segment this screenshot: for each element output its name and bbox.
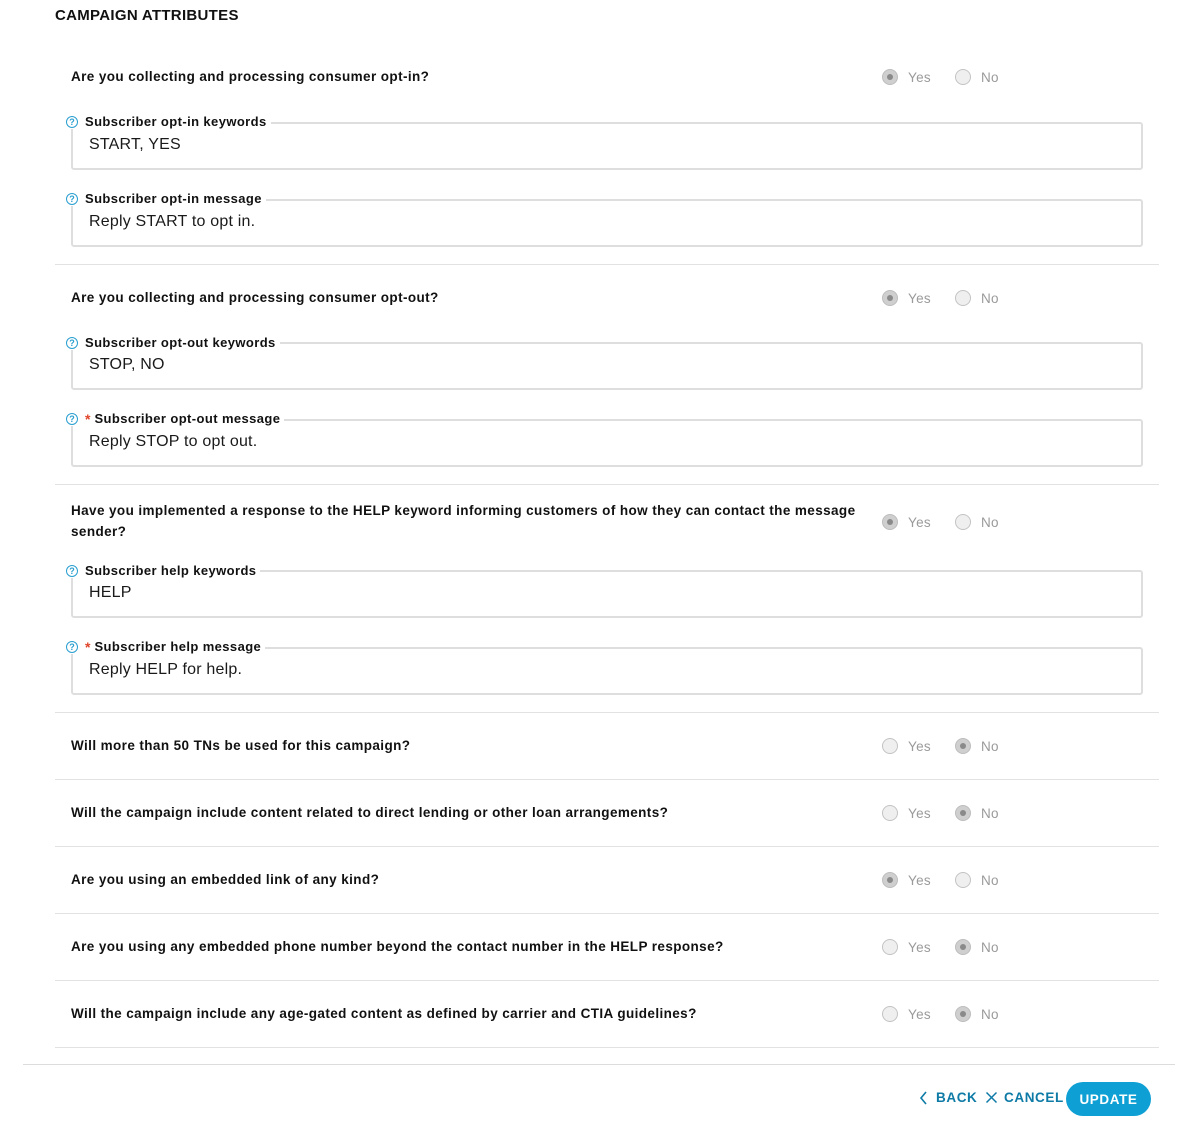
help-icon[interactable]: ? [66,193,78,205]
radio-button[interactable] [955,872,971,888]
divider [55,484,1159,485]
divider [55,1047,1159,1048]
radio-yes-label: Yes [908,1006,931,1022]
radio-group-opt-out [882,287,1022,309]
divider [55,712,1159,713]
help-message-value: Reply HELP for help. [89,661,243,678]
radio-button[interactable] [955,939,971,955]
radio-no[interactable] [955,738,999,754]
opt-in-message-label [66,190,266,206]
radio-group-age-gated [882,1003,1022,1025]
opt-out-message-label [66,410,284,426]
radio-button[interactable] [955,805,971,821]
radio-no-label: No [980,805,999,821]
field-label-text: Subscriber help keywords [85,562,257,578]
radio-yes-label: Yes [908,939,931,955]
radio-yes[interactable] [882,69,931,85]
divider [55,779,1159,780]
radio-group-direct-lending [882,802,1022,824]
question-age-gated: Will the campaign include any age-gated content as defined by carrier and CTIA guidelines? [71,1006,697,1021]
help-keywords-label [66,562,260,578]
radio-no-label: No [980,872,999,888]
opt-out-message-field[interactable] [71,419,1143,467]
question-opt-out: Are you collecting and processing consumer opt-out? [71,290,439,305]
radio-no[interactable] [955,805,999,821]
field-label-text: Subscriber help message [94,638,262,654]
radio-no[interactable] [955,939,999,955]
help-icon[interactable]: ? [66,565,78,577]
question-tn-count: Will more than 50 TNs be used for this campaign? [71,738,411,753]
help-icon[interactable]: ? [66,337,78,349]
opt-in-keywords-value: START, YES [89,136,181,153]
help-icon[interactable]: ? [66,116,78,128]
radio-yes[interactable] [882,514,931,530]
question-opt-in: Are you collecting and processing consumer opt-in? [71,69,430,84]
divider [55,913,1159,914]
radio-yes-label: Yes [908,69,931,85]
opt-in-keywords-field[interactable] [71,122,1143,170]
radio-button[interactable] [882,290,898,306]
opt-out-message-value: Reply STOP to opt out. [89,433,258,450]
help-keywords-value: HELP [89,584,132,601]
radio-yes[interactable] [882,738,931,754]
radio-yes[interactable] [882,872,931,888]
radio-no-label: No [980,939,999,955]
cancel-button[interactable] [985,1090,1064,1105]
back-button[interactable] [918,1090,977,1105]
radio-button[interactable] [955,1006,971,1022]
opt-in-message-field[interactable] [71,199,1143,247]
divider [55,980,1159,981]
radio-yes[interactable] [882,1006,931,1022]
radio-button[interactable] [955,290,971,306]
radio-no-label: No [980,514,999,530]
radio-no-label: No [980,69,999,85]
radio-yes-label: Yes [908,290,931,306]
radio-no-label: No [980,738,999,754]
help-message-field[interactable] [71,647,1143,695]
opt-out-keywords-label [66,334,280,350]
radio-yes-label: Yes [908,738,931,754]
radio-yes-label: Yes [908,872,931,888]
opt-out-keywords-value: STOP, NO [89,356,165,373]
radio-group-embedded-phone [882,936,1022,958]
radio-button[interactable] [955,738,971,754]
radio-yes[interactable] [882,290,931,306]
radio-group-embedded-link [882,869,1022,891]
radio-yes-label: Yes [908,514,931,530]
radio-no[interactable] [955,69,999,85]
close-icon [985,1091,998,1104]
required-marker: * [85,639,91,655]
field-label-text: Subscriber opt-in keywords [85,113,267,129]
radio-button[interactable] [955,69,971,85]
help-icon[interactable]: ? [66,413,78,425]
radio-no-label: No [980,290,999,306]
radio-yes[interactable] [882,805,931,821]
divider [55,846,1159,847]
footer-divider [23,1064,1175,1065]
radio-button[interactable] [882,69,898,85]
required-marker: * [85,411,91,427]
radio-group-help-response [882,511,1022,533]
question-embedded-phone: Are you using any embedded phone number beyond the contact number in the HELP response? [71,939,724,954]
radio-button[interactable] [955,514,971,530]
divider [55,264,1159,265]
radio-no[interactable] [955,514,999,530]
cancel-label: CANCEL [1004,1090,1064,1105]
radio-button[interactable] [882,872,898,888]
radio-button[interactable] [882,738,898,754]
radio-no[interactable] [955,1006,999,1022]
radio-yes-label: Yes [908,805,931,821]
question-direct-lending: Will the campaign include content related to direct lending or other loan arrangements? [71,805,669,820]
back-label: BACK [936,1090,978,1105]
opt-in-message-value: Reply START to opt in. [89,213,256,230]
field-label-text: Subscriber opt-out message [94,410,281,426]
help-icon[interactable]: ? [66,641,78,653]
radio-group-tn-count [882,735,1022,757]
radio-yes[interactable] [882,939,931,955]
radio-no-label: No [980,1006,999,1022]
field-label-text: Subscriber opt-out keywords [85,334,276,350]
chevron-left-icon [918,1091,930,1105]
radio-button[interactable] [882,939,898,955]
radio-button[interactable] [882,1006,898,1022]
radio-group-opt-in [882,66,1022,88]
update-button[interactable]: UPDATE [1066,1082,1151,1116]
radio-no[interactable] [955,872,999,888]
question-help-response: Have you implemented a response to the HELP keyword informing customers of how they can contact the message sender? [71,503,856,539]
radio-no[interactable] [955,290,999,306]
field-label-text: Subscriber opt-in message [85,190,262,206]
radio-button[interactable] [882,514,898,530]
help-message-label [66,638,265,654]
radio-button[interactable] [882,805,898,821]
question-embedded-link: Are you using an embedded link of any kind? [71,872,380,887]
opt-in-keywords-label [66,113,271,129]
section-title: CAMPAIGN ATTRIBUTES [55,7,239,24]
